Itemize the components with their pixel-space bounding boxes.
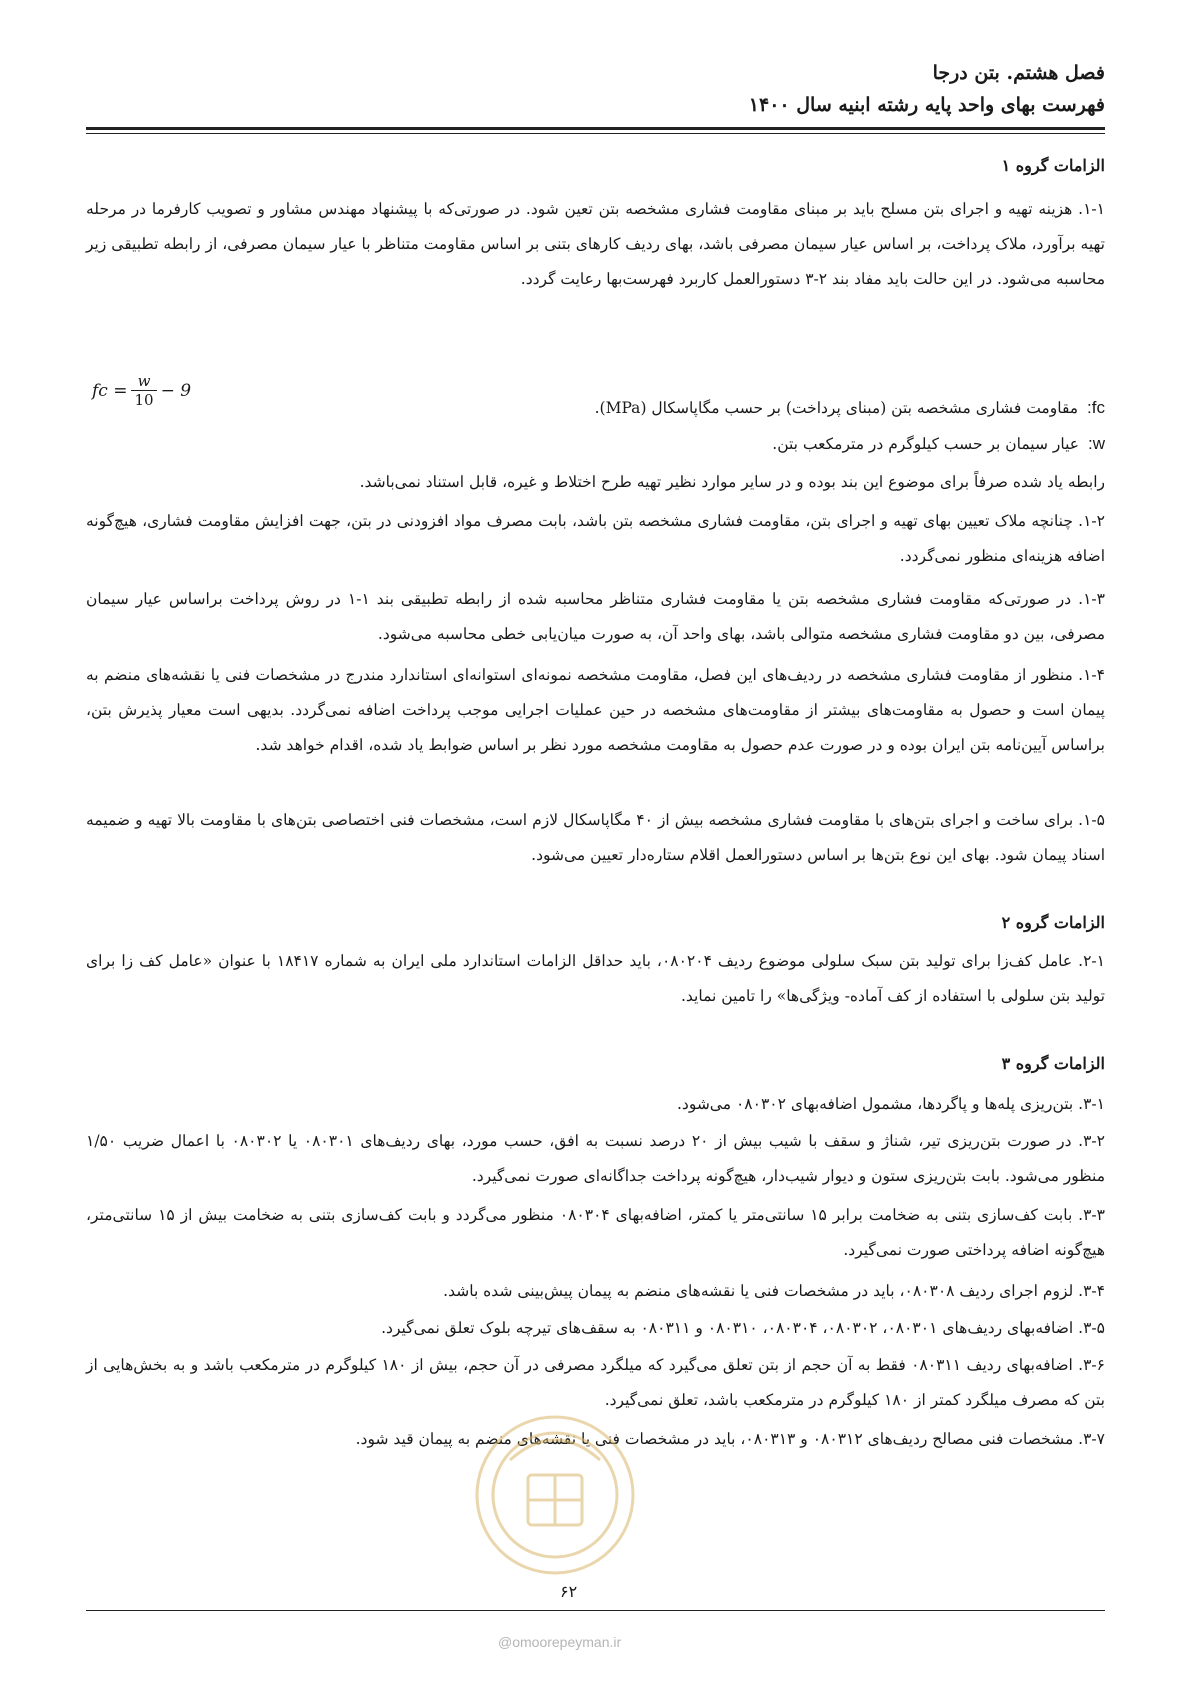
definition-text: عیار سیمان بر حسب کیلوگرم در مترمکعب بتن. — [772, 435, 1080, 453]
group3-paragraph-5 — [86, 1311, 1105, 1346]
group1-paragraph-5 — [86, 803, 1105, 873]
paragraph-text: ۱-۵. برای ساخت و اجرای بتن‌های با مقاومت فشاری مشخصه بیش از ۴۰ مگاپاسکال لازم است، مشخصات فنی اختصاصی بتن‌های با مقاومت بالا تهیه و ضمیمه اسناد پیمان شود. بهای این نوع بتن‌ها بر اساس دستورالعمل اقلام ستاره‌دار تعیین می‌شود. — [86, 811, 1105, 864]
page-number: ۶۲ — [560, 1582, 578, 1601]
paragraph-text: ۱-۱. هزینه تهیه و اجرای بتن مسلح باید بر مبنای مقاومت فشاری مشخصه بتن تعین شود. در صورتی‌که با پیشنهاد مهندس مشاور و تصویب کارفرما در مرحله تهیه برآورد، ملاک پرداخت، بر اساس عیار سیمان مصرفی باشد، بهای ردیف کارهای بتنی بر اساس مقاومت متناظر با عیار سیمان مصرفی، از رابطه تطبیقی زیر محاسبه می‌شود. در این حالت باید مفاد بند ۲-۳ دستورالعمل کاربرد فهرست‌بها رعایت گردد. — [86, 200, 1105, 288]
group1-heading: الزامات گروه ۱ — [1001, 156, 1105, 175]
footer-rule — [86, 1610, 1105, 1611]
paragraph-text: ۳-۳. بابت کف‌سازی بتنی به ضخامت برابر ۱۵ سانتی‌متر یا کمتر، اضافه‌بهای ۰۸۰۳۰۴ منظور می‌گردد و بابت کف‌سازی بتنی به ضخامت بیش از ۱۵ سانتی‌متر، هیچ‌گونه اضافه پرداختی صورت نمی‌گیرد. — [86, 1206, 1105, 1259]
header-rule-thick — [86, 127, 1105, 130]
formula-fraction — [131, 372, 156, 409]
group1-paragraph-2 — [86, 504, 1105, 574]
formula-numerator: w — [137, 372, 151, 390]
header-rule-thin — [86, 133, 1105, 134]
definition-text: مقاومت فشاری مشخصه بتن (مبنای پرداخت) بر حسب مگاپاسکال (MPa). — [594, 399, 1079, 417]
group3-paragraph-1 — [86, 1087, 1105, 1122]
group3-paragraph-4 — [86, 1274, 1105, 1309]
definition-symbol: fc: — [1087, 398, 1105, 417]
group1-note — [86, 465, 1105, 500]
formula-lhs: fc = — [92, 380, 128, 401]
paragraph-text: ۳-۵. اضافه‌بهای ردیف‌های ۰۸۰۳۰۱، ۰۸۰۳۰۲، ۰۸۰۳۰۴، ۰۸۰۳۱۰ و ۰۸۰۳۱۱ به سقف‌های تیرچه بلوک تعلق نمی‌گیرد. — [381, 1319, 1105, 1337]
group1-paragraph-3 — [86, 582, 1105, 652]
paragraph-text: ۳-۱. بتن‌ریزی پله‌ها و پاگردها، مشمول اضافه‌بهای ۰۸۰۳۰۲ می‌شود. — [676, 1095, 1105, 1113]
paragraph-text: ۳-۷. مشخصات فنی مصالح ردیف‌های ۰۸۰۳۱۲ و ۰۸۰۳۱۳، باید در مشخصات فنی یا نقشه‌های منضم به پیمان قید شود. — [355, 1430, 1105, 1448]
publisher-seal-watermark — [470, 1400, 640, 1580]
document-subtitle: فهرست بهای واحد پایه رشته ابنیه سال ۱۴۰۰ — [748, 94, 1105, 116]
chapter-title: فصل هشتم. بتن درجا — [932, 62, 1105, 84]
paragraph-text: ۳-۶. اضافه‌بهای ردیف ۰۸۰۳۱۱ فقط به آن حجم از بتن تعلق می‌گیرد که میلگرد مصرفی در آن حجم، بیش از ۱۸۰ کیلوگرم در مترمکعب باشد و به بخش‌هایی از بتن که مصرف میلگرد کمتر از ۱۸۰ کیلوگرم در مترمکعب باشد، تعلق نمی‌گیرد. — [86, 1356, 1105, 1409]
group3-paragraph-2 — [86, 1124, 1105, 1194]
watermark-handle: @omoorepeyman.ir — [498, 1634, 622, 1650]
group1-paragraph-4 — [86, 658, 1105, 763]
definition-symbol: w: — [1087, 434, 1105, 453]
group2-heading: الزامات گروه ۲ — [1001, 913, 1105, 932]
paragraph-text: ۲-۱. عامل کف‌زا برای تولید بتن سبک سلولی موضوع ردیف ۰۸۰۲۰۴، باید حداقل الزامات استاندارد ملی ایران به شماره ۱۸۴۱۷ با عنوان «عامل کف زا برای تولید بتن سلولی با استفاده از کف آماده- ویژگی‌ها» را تامین نماید. — [86, 952, 1105, 1005]
paragraph-text: ۱-۴. منظور از مقاومت فشاری مشخصه در ردیف‌های این فصل، مقاومت مشخصه نمونه‌ای استوانه‌ای استاندارد مندرج در مشخصات فنی یا نقشه‌های منضم به پیمان است و حصول به مقاومت‌های بیشتر از مقاومت‌های مشخصه در حین عملیات اجرایی موجب پرداخت اضافه نمی‌گردد. بدیهی است معیار پذیرش بتن، براساس آیین‌نامه بتن ایران بوده و در صورت عدم حصول به مقاومت مشخصه مورد نظر بر اساس ضوابط یاد شده، اقدام خواهد شد. — [86, 666, 1105, 754]
group3-paragraph-3 — [86, 1198, 1105, 1268]
formula-rest: − 9 — [160, 380, 192, 401]
paragraph-text: ۳-۴. لزوم اجرای ردیف ۰۸۰۳۰۸، باید در مشخصات فنی یا نقشه‌های منضم به پیمان پیش‌بینی شده باشد. — [443, 1282, 1105, 1300]
paragraph-text: ۱-۲. چنانچه ملاک تعیین بهای تهیه و اجرای بتن، مقاومت فشاری مشخصه بتن باشد، بابت مصرف مواد افزودنی در بتن، جهت افزایش مقاومت فشاری، هیچ‌گونه اضافه هزینه‌ای منظور نمی‌گردد. — [86, 512, 1105, 565]
group2-paragraph-1 — [86, 944, 1105, 1014]
paragraph-text: ۱-۳. در صورتی‌که مقاومت فشاری مشخصه بتن یا مقاومت فشاری متناظر محاسبه شده از رابطه تطبیقی بند ۱-۱ در روش پرداخت براساس عیار سیمان مصرفی، بین دو مقاومت فشاری مشخصه متوالی باشد، بهای واحد آن، به صورت میان‌یابی خطی محاسبه می‌شود. — [86, 590, 1105, 643]
formula-denominator: 10 — [134, 391, 154, 409]
paragraph-text: ۳-۲. در صورت بتن‌ریزی تیر، شناژ و سقف با شیب بیش از ۲۰ درصد نسبت به افق، حسب مورد، بهای ردیف‌های ۰۸۰۳۰۱ یا ۰۸۰۳۰۲ با اعمال ضریب ۱/۵۰ منظور می‌شود. بابت بتن‌ریزی ستون و دیوار شیب‌دار، هیچ‌گونه پرداخت جداگانه‌ای صورت نمی‌گیرد. — [86, 1132, 1105, 1185]
group1-paragraph-1 — [86, 192, 1105, 297]
definition-w — [772, 434, 1105, 454]
definition-fc — [595, 398, 1105, 418]
paragraph-text: رابطه یاد شده صرفاً برای موضوع این بند بوده و در سایر موارد نظیر تهیه طرح اختلاط و غیره، قابل استناد نمی‌باشد. — [359, 473, 1105, 491]
formula — [92, 372, 191, 409]
group3-heading: الزامات گروه ۳ — [1001, 1054, 1105, 1073]
